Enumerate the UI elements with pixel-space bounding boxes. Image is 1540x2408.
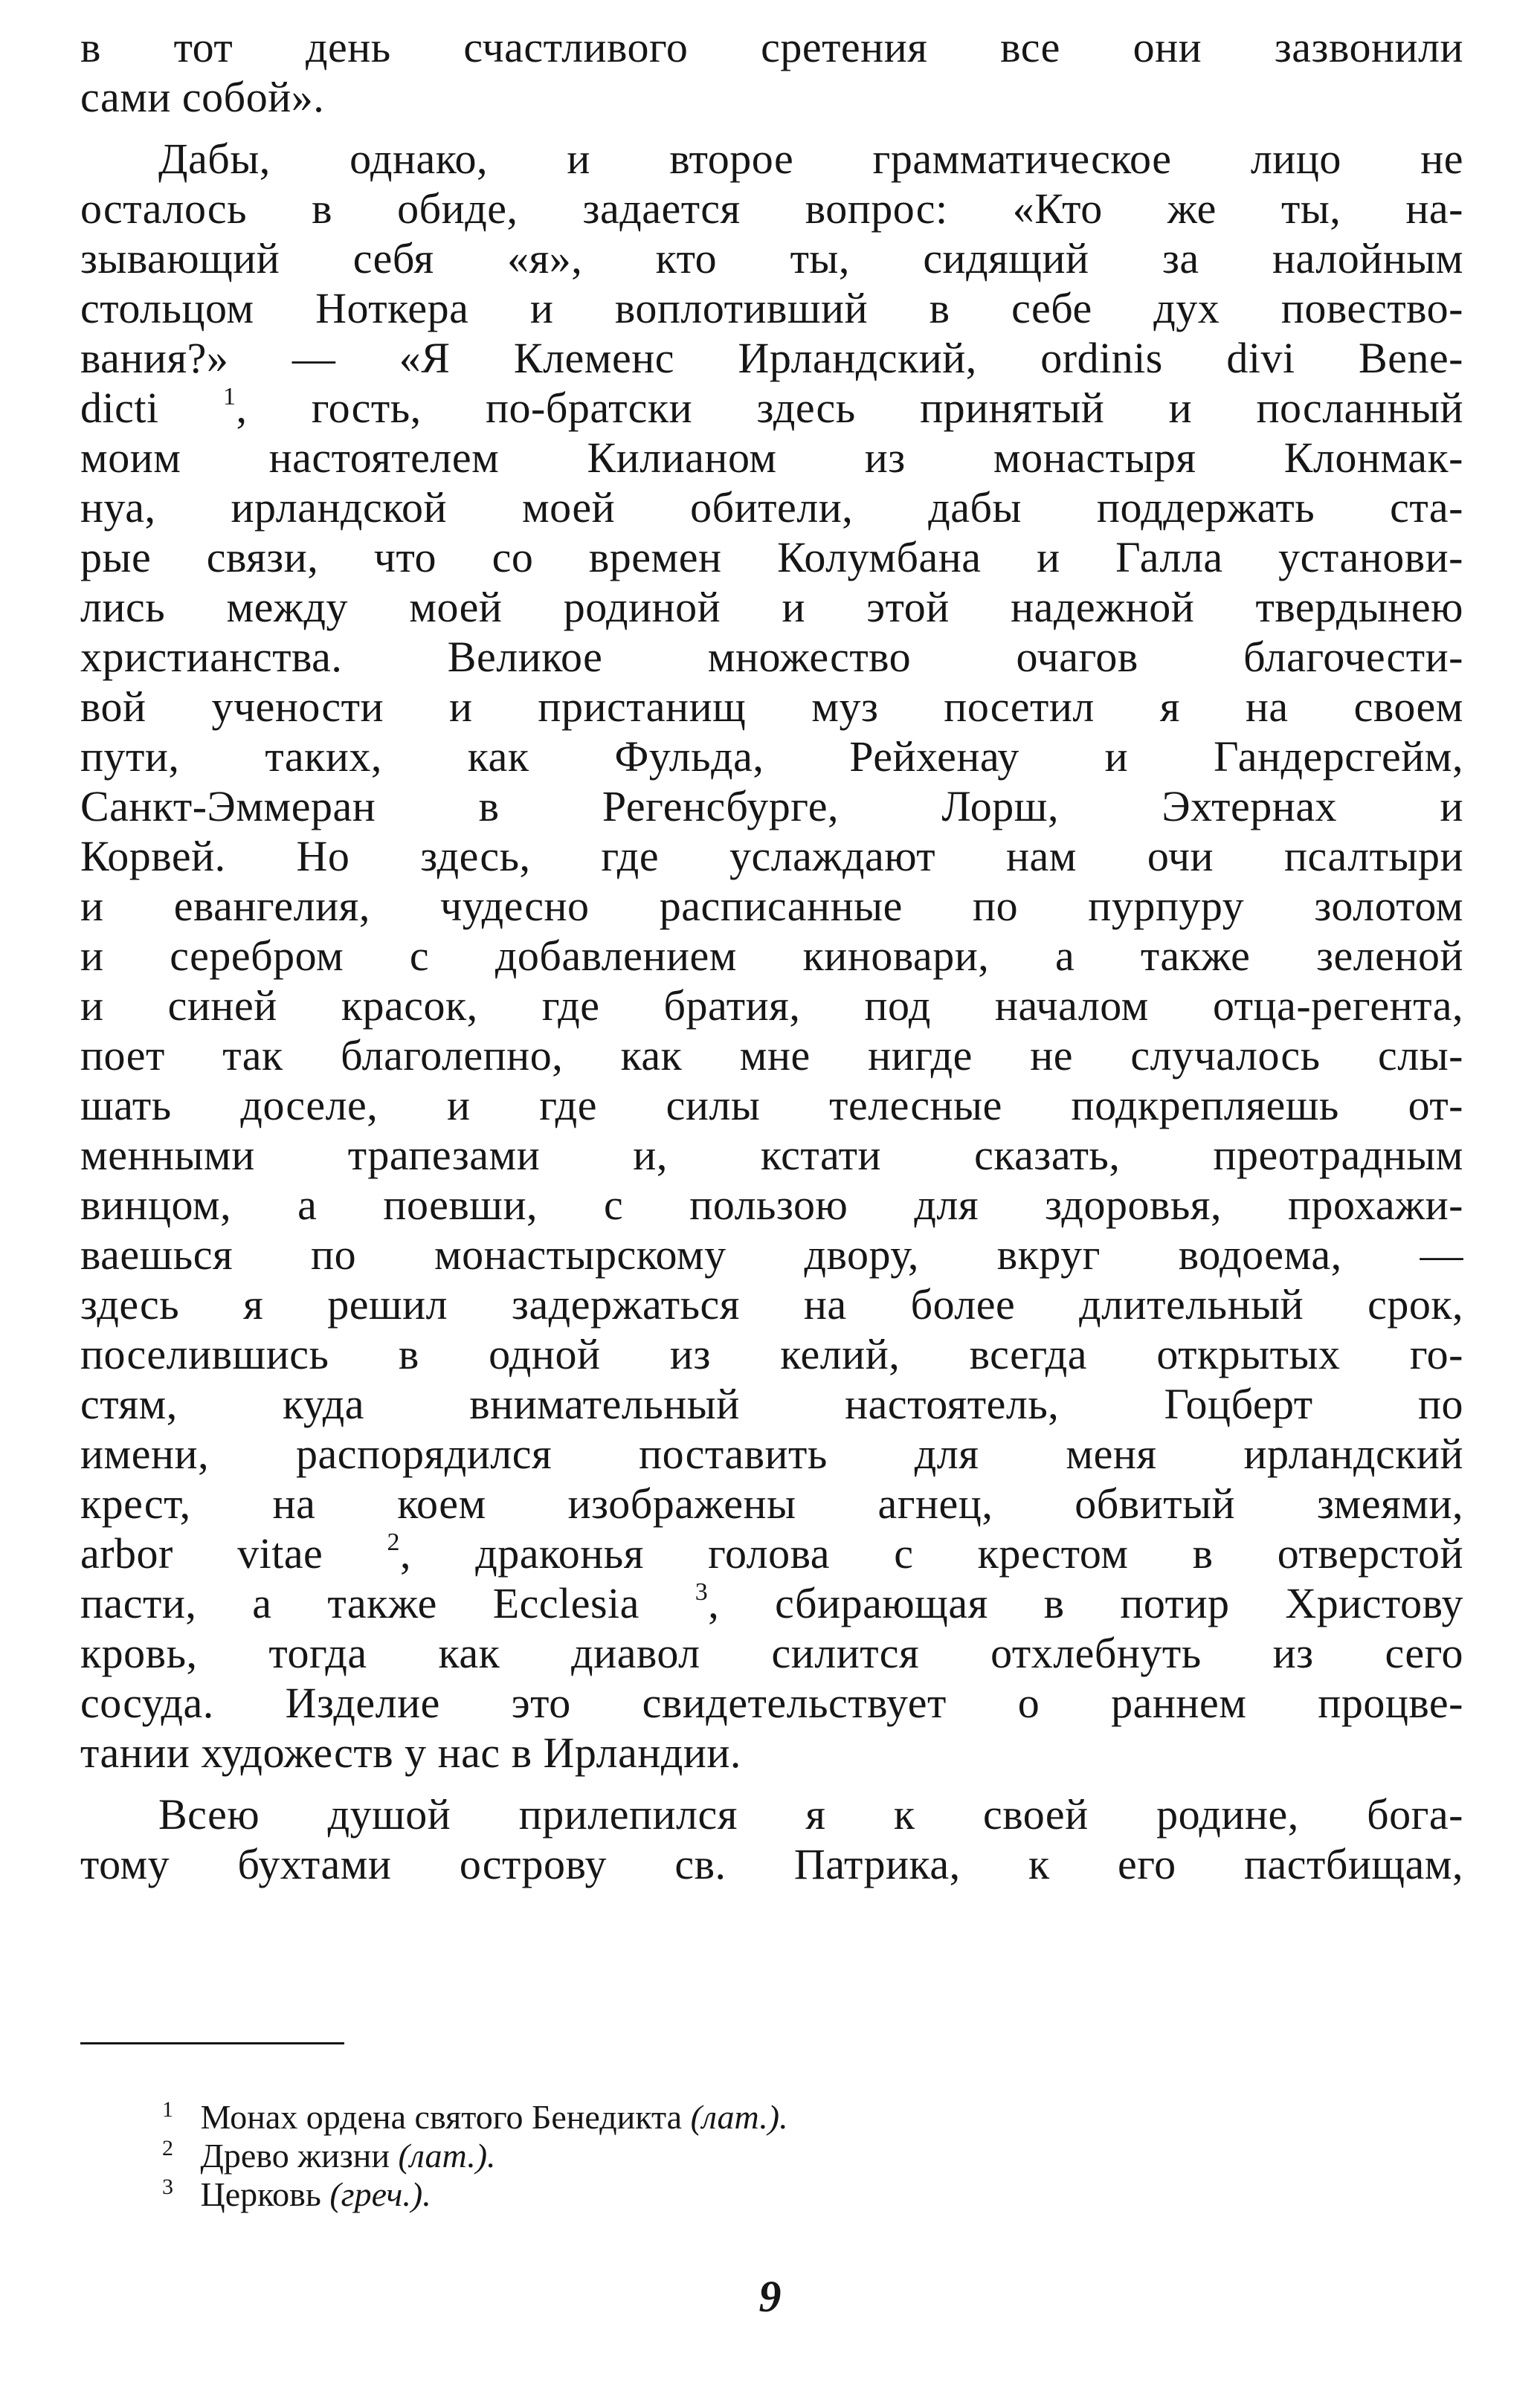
- text-line: здесь я решил задержаться на более длительный срок,: [80, 1280, 1463, 1329]
- text-line: ваешься по монастырскому двору, вкруг водоема, —: [80, 1230, 1463, 1279]
- text-line: стольцом Ноткера и воплотивший в себе дух повество-: [80, 284, 1463, 332]
- text-line: поет так благолепно, как мне нигде не случалось слы-: [80, 1031, 1463, 1079]
- text-line: вой учености и пристанищ муз посетил я на своем: [80, 682, 1463, 731]
- text-line: пути, таких, как Фульда, Рейхенау и Гандерсгейм,: [80, 732, 1463, 781]
- text-line: менными трапезами и, кстати сказать, преотрадным: [80, 1131, 1463, 1179]
- text-line: тании художеств у нас в Ирландии.: [80, 1728, 741, 1777]
- text-line: Всею душой прилепился я к своей родине, бога-: [158, 1790, 1463, 1839]
- text-line: пасти, а также Ecclesia $^3$, сбирающая в потир Христову: [80, 1578, 1463, 1627]
- text-line: имени, распорядился поставить для меня ирландский: [80, 1430, 1463, 1478]
- text-line: крест, на коем изображены агнец, обвитый змеями,: [80, 1479, 1463, 1528]
- footnote-reference: 1: [222, 383, 236, 410]
- text-line: сами собой».: [80, 73, 325, 121]
- text-line: кровь, тогда как диавол силится отхлебнуть из сего: [80, 1629, 1463, 1677]
- text-line: вания?» — «Я Клеменс Ирландский, ordinis divi Bene-: [80, 334, 1463, 382]
- footnote-divider: [80, 2042, 344, 2044]
- text-line: винцом, а поевши, с пользою для здоровья, прохажи-: [80, 1181, 1463, 1229]
- text-line: христианства. Великое множество очагов благочести-: [80, 633, 1463, 681]
- paragraph-3: [80, 1789, 1463, 1889]
- text-line: Дабы, однако, и второе грамматическое лицо не: [158, 135, 1463, 183]
- main-text: [80, 22, 1463, 1889]
- text-line: осталось в обиде, задается вопрос: «Кто же ты, на-: [80, 184, 1463, 233]
- footnote-mark: 3: [162, 2175, 173, 2199]
- text-line: лись между моей родиной и этой надежной твердынею: [80, 583, 1463, 631]
- footnote-1: [162, 2091, 1278, 2136]
- footnote-mark: 1: [162, 2097, 173, 2122]
- text-line: dicti $^1$, гость, по-братски здесь принятый и посланный: [80, 383, 1463, 432]
- text-line: и евангелия, чудесно расписанные по пурпуру золотом: [80, 882, 1463, 930]
- text-line: моим настоятелем Килианом из монастыря Клонмак-: [80, 433, 1463, 482]
- footnote-text: Монах ордена святого Бенедикта: [200, 2098, 683, 2136]
- text-line: рые связи, что со времен Колумбана и Галла установи-: [80, 533, 1463, 581]
- text-line: стям, куда внимательный настоятель, Гоцберт по: [80, 1380, 1463, 1428]
- text-line: arbor vitae $^2$, драконья голова с крестом в отверстой: [80, 1529, 1463, 1578]
- footnotes: [162, 2091, 1278, 2213]
- footnote-mark: 2: [162, 2136, 173, 2160]
- footnote-text: Древо жизни: [200, 2137, 390, 2175]
- text-line: нуа, ирландской моей обители, дабы поддержать ста-: [80, 483, 1463, 532]
- text-line: поселившись в одной из келий, всегда открытых го-: [80, 1330, 1463, 1378]
- text-line: сосуда. Изделие это свидетельствует о раннем процве-: [80, 1679, 1463, 1727]
- footnote-language: (греч.).: [329, 2175, 431, 2213]
- paragraph-1: [80, 22, 1463, 122]
- text-line: Корвей. Но здесь, где услаждают нам очи псалтыри: [80, 832, 1463, 880]
- footnote-reference: 2: [387, 1529, 401, 1556]
- footnote-text: Церковь: [200, 2175, 321, 2213]
- text-line: Санкт-Эммеран в Регенсбурге, Лорш, Эхтернах и: [80, 782, 1463, 830]
- footnote-language: (лат.).: [398, 2137, 496, 2175]
- text-line: и синей красок, где братия, под началом отца-регента,: [80, 981, 1463, 1030]
- footnote-language: (лат.).: [690, 2098, 788, 2136]
- text-line: шать доселе, и где силы телесные подкрепляешь от-: [80, 1081, 1463, 1129]
- text-line: зывающий себя «я», кто ты, сидящий за налойным: [80, 234, 1463, 283]
- page-number: 9: [758, 2272, 782, 2321]
- paragraph-2: [80, 134, 1463, 1778]
- text-line: в тот день счастливого сретения все они зазвонили: [80, 23, 1463, 71]
- footnote-reference: 3: [695, 1578, 709, 1606]
- text-line: и серебром с добавлением киновари, а также зеленой: [80, 932, 1463, 980]
- footnote-3: [162, 2168, 1278, 2213]
- text-line: тому бухтами острову св. Патрика, к его пастбищам,: [80, 1840, 1463, 1888]
